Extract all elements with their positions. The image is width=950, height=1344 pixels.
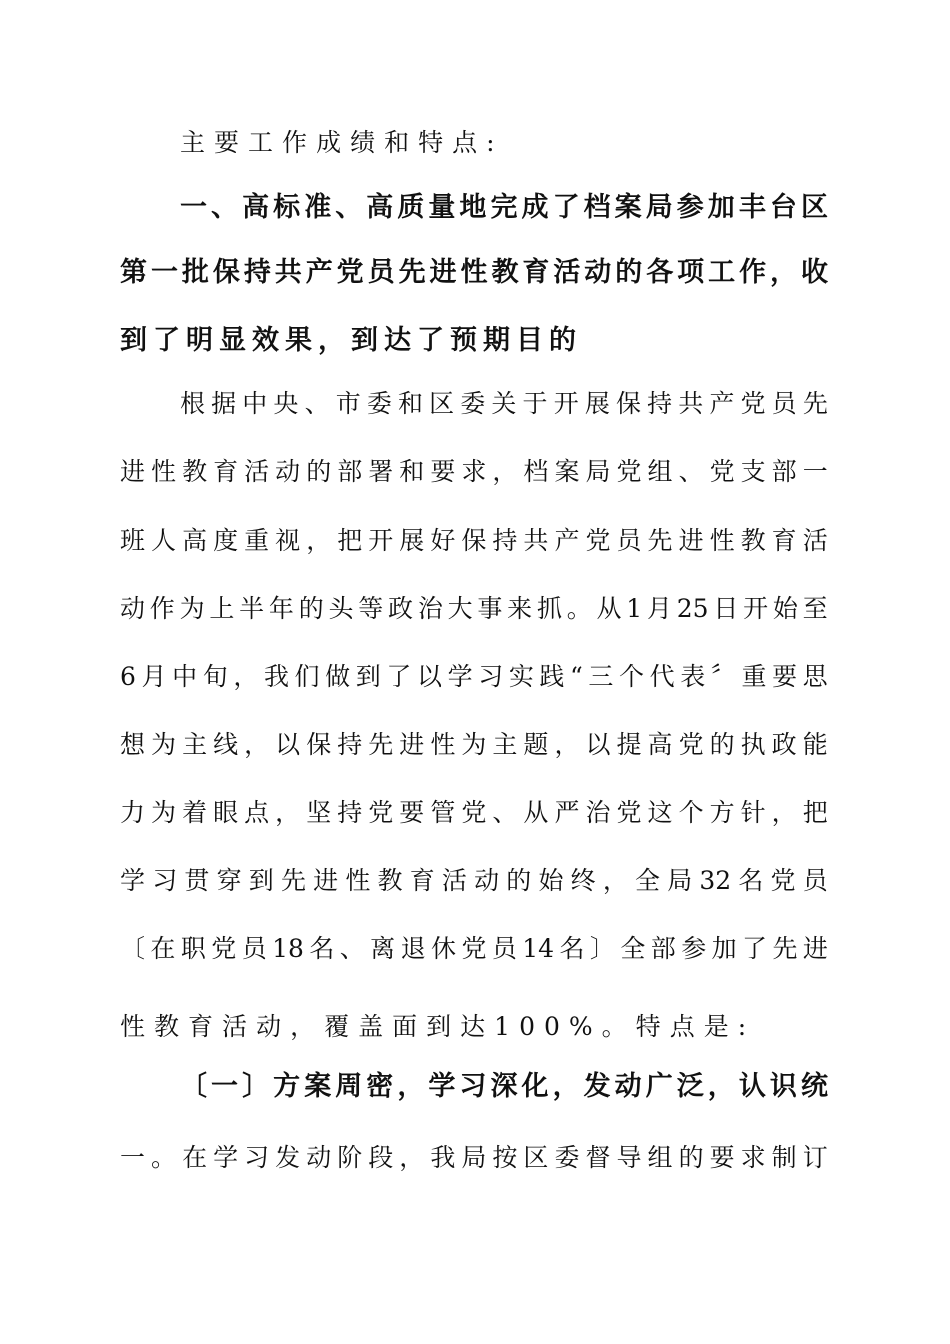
text-line: 性 教 育 活 动 ， 覆 盖 面 到 达 100% 。 特 点 是 :: [120, 1012, 756, 1041]
text-line: 第 一 批 保 持 共 产 党 员 先 进 性 教 育 活 动 的 各 项 工 作 ， 收: [120, 257, 828, 288]
text-line: 到 了 明 显 效 果 ， 到 达 了 预 期 目 的: [120, 325, 582, 356]
text-line: 进 性 教 育 活 动 的 部 署 和 要 求 ， 档 案 局 党 组 、 党 支 部 一: [120, 457, 828, 486]
text-line: 一 。 在 学 习 发 动 阶 段 ， 我 局 按 区 委 督 导 组 的 要 求 制 订: [120, 1143, 828, 1172]
text-line: 根 据 中 央 、 市 委 和 区 委 关 于 开 展 保 持 共 产 党 员 先: [180, 389, 828, 418]
text-line: 主 要 工 作 成 绩 和 特 点 :: [180, 128, 504, 157]
text-line: 〔 一 〕 方 案 周 密 ， 学 习 深 化 ， 发 动 广 泛 ， 认 识 统: [180, 1071, 828, 1102]
text-line: 一 、 高 标 准 、 高 质 量 地 完 成 了 档 案 局 参 加 丰 台 区: [180, 192, 828, 223]
text-line: 力 为 着 眼 点 ， 坚 持 党 要 管 党 、 从 严 治 党 这 个 方 针 ， 把: [120, 798, 828, 827]
text-line: 班 人 高 度 重 视 ， 把 开 展 好 保 持 共 产 党 员 先 进 性 教 育 活: [120, 526, 828, 555]
text-line: 想 为 主 线 ， 以 保 持 先 进 性 为 主 题 ， 以 提 高 党 的 执 政 能: [120, 730, 828, 759]
text-line: 学 习 贯 穿 到 先 进 性 教 育 活 动 的 始 终 ， 全 局 32 名 党 员: [120, 866, 828, 895]
text-line: 6 月 中 旬 ， 我 们 做 到 了 以 学 习 实 践 “ 三 个 代 表 〞 重 要 思: [120, 662, 828, 691]
text-line: 动 作 为 上 半 年 的 头 等 政 治 大 事 来 抓 。 从 1 月 25 日 开 始 至: [120, 594, 828, 623]
text-line: 〔 在 职 党 员 18 名 、 离 退 休 党 员 14 名 〕 全 部 参 加 了 先 进: [120, 934, 828, 963]
